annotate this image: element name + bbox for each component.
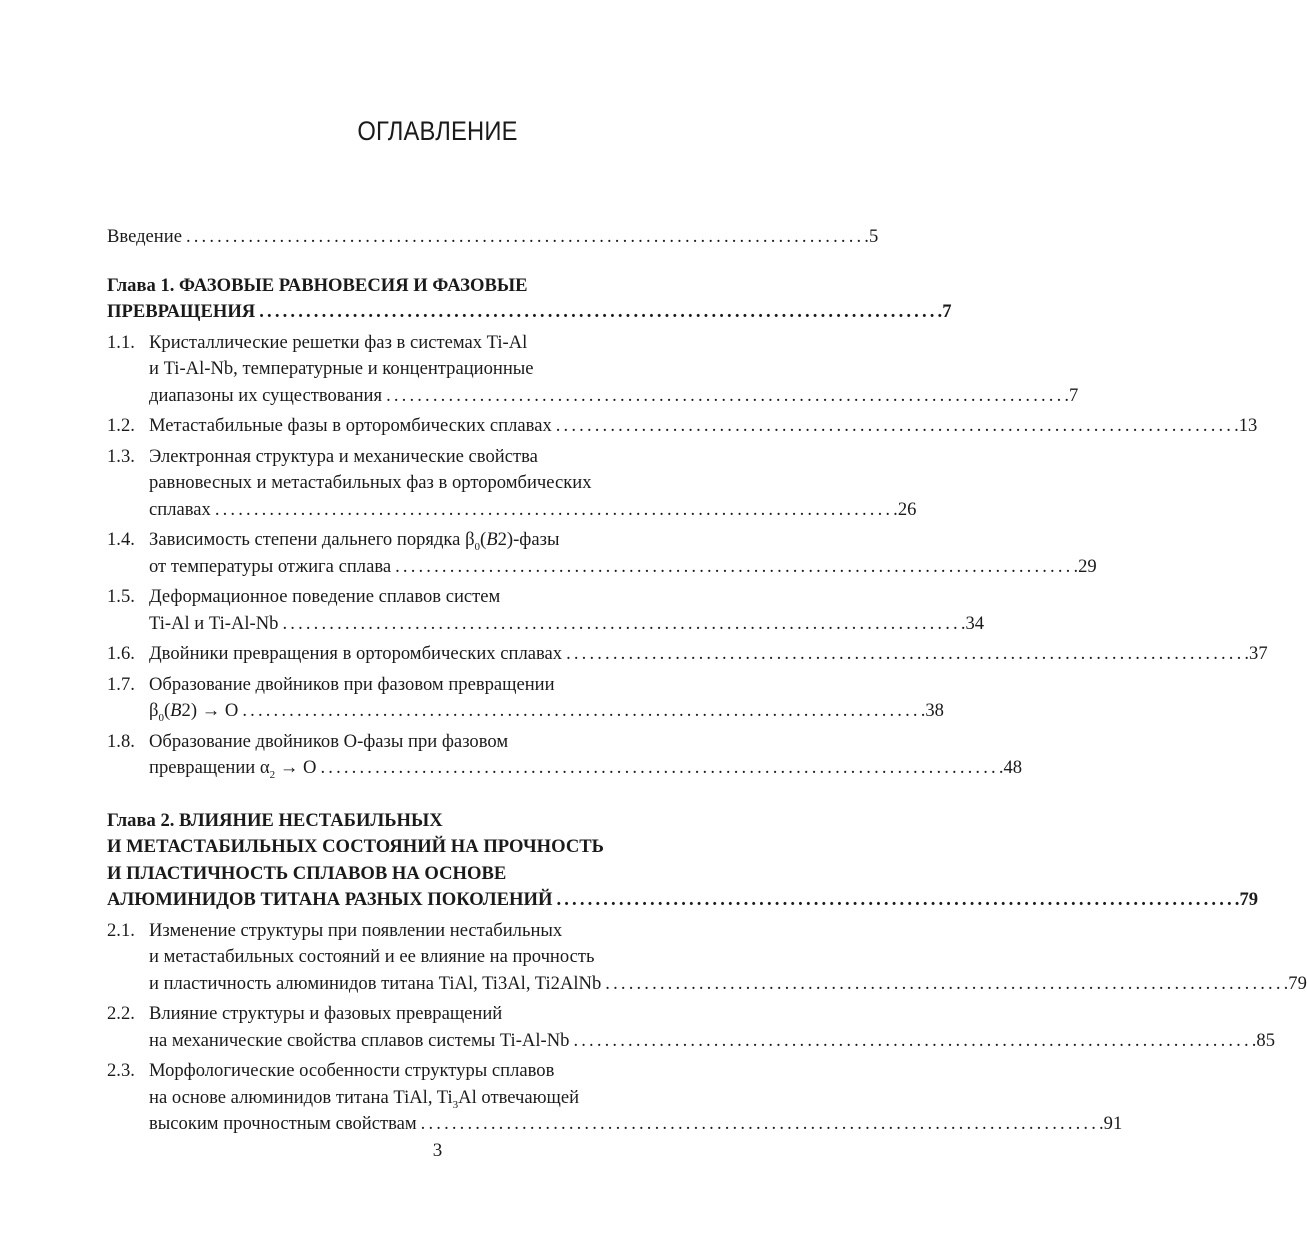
chapter-title-line: Глава 1. ФАЗОВЫЕ РАВНОВЕСИЯ И ФАЗОВЫЕ: [107, 274, 528, 296]
toc-section-1-4[interactable]: [107, 527, 1097, 580]
section-number: 2.2.: [107, 1003, 135, 1024]
text-fragment: Al отвечающей: [458, 1086, 580, 1108]
toc-entry-label: Введение: [107, 226, 182, 247]
section-title-line: [149, 1085, 579, 1114]
toc-section-2-3[interactable]: [107, 1058, 1123, 1138]
toc-page-number: 13: [1238, 415, 1258, 436]
toc-page-number: 48: [1003, 757, 1023, 778]
toc-chapter-2[interactable]: [107, 808, 1259, 914]
section-title-line: высоким прочностным свойствам: [149, 1113, 417, 1134]
section-title-line: и пластичность алюминидов титана TiAl, Ti3Al, Ti2AlNb: [149, 972, 602, 994]
dot-leader: [182, 224, 869, 251]
section-title-line: Кристаллические решетки фаз в системах Ti-Al: [149, 331, 528, 353]
toc-section-1-8[interactable]: [107, 729, 1023, 782]
toc-section-1-5[interactable]: [107, 584, 985, 637]
section-number: 1.6.: [107, 643, 135, 664]
beta-symbol: β: [465, 529, 475, 550]
section-number: 1.4.: [107, 529, 135, 550]
dot-leader: [211, 497, 898, 524]
toc-section-1-7[interactable]: [107, 672, 944, 725]
subscript: 2: [269, 769, 276, 781]
section-title-line: диапазоны их существования: [149, 384, 383, 406]
chapter-title-line: И ПЛАСТИЧНОСТЬ СПЛАВОВ НА ОСНОВЕ: [107, 862, 507, 884]
section-title-line: Электронная структура и механические свойства: [149, 445, 538, 467]
chapter-title-line: ПРЕВРАЩЕНИЯ: [107, 301, 256, 322]
section-title-line: Образование двойников при фазовом превращении: [149, 673, 555, 695]
text-fragment: на основе алюминидов титана TiAl, Ti: [149, 1086, 453, 1108]
dot-leader: [278, 611, 965, 638]
text-fragment: превращении: [149, 757, 260, 778]
section-number: 1.1.: [107, 331, 135, 353]
section-title-line: Изменение структуры при появлении нестабильных: [149, 919, 563, 941]
subscript: 3: [452, 1098, 459, 1111]
toc-section-1-2[interactable]: [107, 413, 1258, 440]
beta-symbol: β: [149, 700, 159, 721]
dot-leader: [316, 755, 1003, 782]
section-title-line: [149, 755, 316, 784]
toc-page-number: 85: [1256, 1029, 1276, 1051]
text-fragment: -фазы: [513, 529, 560, 550]
text-fragment: Зависимость степени дальнего порядка: [149, 529, 466, 550]
toc-page-number: 29: [1078, 555, 1097, 577]
chapter-title-line: И МЕТАСТАБИЛЬНЫХ СОСТОЯНИЙ НА ПРОЧНОСТЬ: [107, 836, 604, 857]
text-fragment: (: [480, 529, 487, 550]
toc-page-number: 37: [1249, 643, 1268, 664]
toc-entry-introduction[interactable]: [107, 224, 879, 251]
section-number: 1.5.: [107, 586, 135, 607]
dot-leader: [238, 698, 925, 725]
section-title-line: Двойники превращения в орторомбических сплавах: [149, 643, 563, 664]
section-title-line: [149, 698, 238, 727]
text-fragment: 2): [497, 529, 514, 550]
dot-leader: [417, 1111, 1104, 1138]
dot-leader: [382, 383, 1069, 410]
toc-page-number: 5: [868, 226, 879, 247]
section-title-line: Ti-Al и Ti-Al-Nb: [149, 612, 279, 634]
section-number: 2.3.: [107, 1060, 135, 1081]
toc-section-1-1[interactable]: [107, 330, 1079, 410]
page-number: 3: [432, 1140, 443, 1161]
toc-section-2-1[interactable]: [107, 918, 1307, 998]
section-number: 1.7.: [107, 673, 135, 695]
section-title-line: Деформационное поведение сплавов систем: [149, 586, 501, 607]
toc-page-number: 91: [1103, 1113, 1123, 1134]
section-title-line: сплавах: [149, 498, 211, 520]
section-title-line: Метастабильные фазы в орторомбических сплавах: [149, 415, 552, 436]
italic-letter: B: [170, 700, 182, 721]
toc-page-number: 26: [897, 498, 917, 520]
section-title-line: и метастабильных состояний и ее влияние на прочность: [149, 946, 595, 967]
dot-leader: [569, 1028, 1256, 1055]
subscript: 0: [158, 712, 164, 724]
italic-letter: B: [486, 529, 498, 550]
toc-page-number: 38: [925, 700, 944, 721]
section-number: 1.2.: [107, 415, 135, 436]
section-title-line: равновесных и метастабильных фаз в орторомбических: [149, 472, 592, 493]
text-fragment: 2): [181, 700, 198, 721]
toc-section-1-3[interactable]: [107, 444, 917, 524]
toc-chapter-1[interactable]: [107, 273, 952, 326]
section-number: 1.8.: [107, 730, 135, 752]
section-number: 1.3.: [107, 445, 135, 467]
text-fragment: (: [163, 700, 171, 721]
chapter-title-line: Глава 2. ВЛИЯНИЕ НЕСТАБИЛЬНЫХ: [107, 809, 443, 831]
arrow-icon: → O: [197, 700, 239, 721]
arrow-icon: → O: [275, 757, 317, 778]
toc-section-1-6[interactable]: [107, 641, 1268, 668]
page-title: ОГЛАВЛЕНИЕ: [357, 116, 518, 146]
chapter-title-line: АЛЮМИНИДОВ ТИТАНА РАЗНЫХ ПОКОЛЕНИЙ: [107, 889, 553, 910]
dot-leader: [552, 413, 1239, 440]
section-title-line: на механические свойства сплавов системы Ti-Al-Nb: [149, 1029, 570, 1051]
toc-page-number: 7: [1069, 384, 1079, 406]
section-title-line: [149, 527, 559, 556]
section-title-line: Влияние структуры и фазовых превращений: [149, 1003, 503, 1024]
dot-leader: [562, 641, 1249, 668]
section-title-line: Морфологические особенности структуры сплавов: [149, 1060, 555, 1081]
section-title-line: от температуры отжига сплава: [149, 555, 392, 577]
section-title-line: Образование двойников O-фазы при фазовом: [149, 730, 509, 752]
toc-page-number: 34: [965, 612, 985, 634]
dot-leader: [391, 554, 1078, 581]
toc-page-number: 79: [1288, 972, 1307, 994]
table-of-contents: [107, 224, 1307, 1142]
toc-page-number: 79: [1239, 889, 1259, 910]
section-title-line: и Ti-Al-Nb, температурные и концентрационные: [149, 358, 534, 379]
dot-leader: [552, 887, 1239, 914]
toc-section-2-2[interactable]: [107, 1001, 1276, 1054]
subscript: 0: [474, 541, 481, 553]
alpha-symbol: α: [259, 757, 270, 778]
spacer: [107, 786, 742, 808]
toc-page-number: 7: [942, 301, 952, 322]
dot-leader: [601, 971, 1288, 998]
section-number: 2.1.: [107, 919, 135, 941]
dot-leader: [255, 299, 942, 326]
